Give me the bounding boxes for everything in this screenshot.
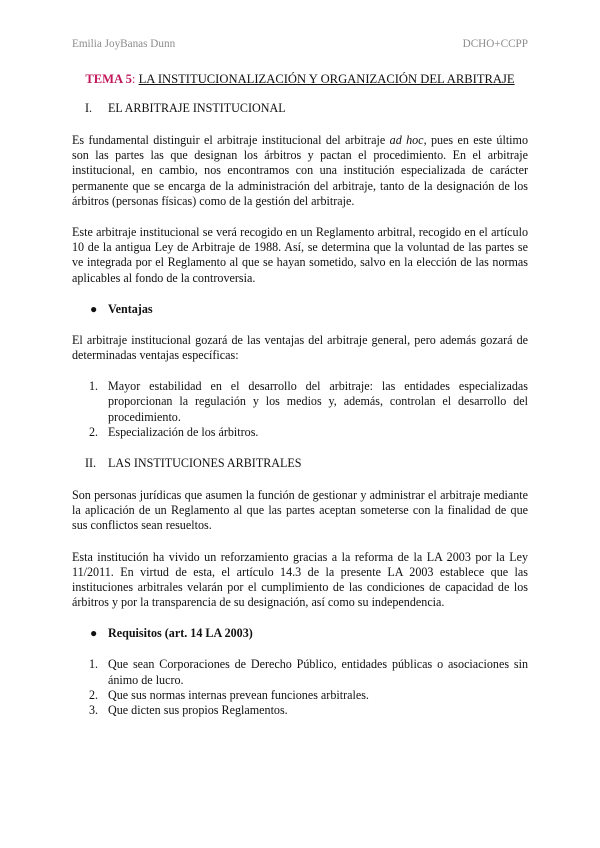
title-colon: :	[131, 72, 136, 86]
title-tema: TEMA 5	[85, 72, 132, 86]
header-course: DCHO+CCPP	[462, 38, 528, 50]
list-item	[72, 379, 528, 425]
bullet-heading-requisitos	[72, 626, 528, 641]
header-author: Emilia JoyBanas Dunn	[72, 38, 176, 50]
paragraph: Este arbitraje institucional se verá recogido en un Reglamento arbitral, recogido en el artículo 10 de la antigua Ley de Arbitraje de 1988. Así, se determina que la voluntad de las partes se ve integrada por el Reglamento al que se hayan sometido, salvo en la elección de las normas aplicables al fondo de la controversia.	[72, 225, 528, 285]
bullet-icon: ●	[90, 626, 98, 641]
section-heading-2	[72, 456, 528, 472]
list-text: Que sus normas internas prevean funciones arbitrales.	[108, 687, 369, 702]
paragraph-text: Es fundamental distinguir el arbitraje institucional del arbitraje	[72, 133, 390, 147]
list-item	[72, 425, 528, 440]
paragraph	[72, 133, 528, 209]
paragraph: El arbitraje institucional gozará de las ventajas del arbitraje general, pero además gozará de determinadas ventajas específicas:	[72, 332, 528, 363]
section-number: I.	[85, 101, 93, 115]
list-text: Que sean Corporaciones de Derecho Público, entidades públicas o asociaciones sin ánimo de lucro.	[108, 657, 528, 687]
page-header	[72, 38, 528, 52]
paragraph-text: , pues en este último son las partes las que designan los árbitros y pactan el procedimiento. En el arbitraje institucional, en cambio, nos encontramos con una institución especializada de carácter permanente que se encarga de la administración del arbitraje, tanto de la designación de los árbitros (personas físicas) como de la gestión del arbitraje.	[72, 133, 528, 208]
numbered-list-requisitos	[72, 657, 528, 718]
title-text: LA INSTITUCIONALIZACIÓN Y ORGANIZACIÓN DEL ARBITRAJE	[138, 72, 515, 86]
bullet-heading-ventajas	[72, 302, 528, 317]
list-number: 2.	[89, 687, 99, 702]
section-label: EL ARBITRAJE INSTITUCIONAL	[108, 101, 286, 115]
section-heading-1	[72, 101, 528, 117]
bullet-label: Ventajas	[108, 301, 153, 316]
paragraph: Son personas jurídicas que asumen la función de gestionar y administrar el arbitraje mediante la aplicación de un Reglamento al que las partes aceptan someterse con la finalidad de que sus conflictos sean resueltos.	[72, 488, 528, 533]
list-number: 2.	[89, 424, 99, 439]
list-item	[72, 703, 528, 718]
list-number: 1.	[89, 657, 99, 672]
bullet-label: Requisitos (art. 14 LA 2003)	[108, 626, 253, 641]
list-number: 3.	[89, 703, 99, 718]
numbered-list-ventajas	[72, 379, 528, 440]
list-item	[72, 657, 528, 687]
paragraph: Esta institución ha vivido un reforzamiento gracias a la reforma de la LA 2003 por la Ley 11/2011. En virtud de esta, el artículo 14.3 de la presente LA 2003 establece que las instituciones arbitrales velarán por el cumplimiento de las condiciones de capacidad de los árbitros y por la transparencia de su designación, así como su independencia.	[72, 549, 528, 610]
list-item	[72, 688, 528, 703]
list-text: Mayor estabilidad en el desarrollo del arbitraje: las entidades especializadas proporcionan la regulación y los medios y, además, controlan el desarrollo del procedimiento.	[108, 379, 528, 424]
list-number: 1.	[89, 379, 99, 394]
section-number: II.	[85, 456, 97, 471]
document-body	[72, 101, 528, 734]
section-label: LAS INSTITUCIONES ARBITRALES	[108, 456, 302, 471]
emphasis-ad-hoc: ad hoc	[389, 133, 424, 147]
list-text: Especialización de los árbitros.	[108, 424, 259, 439]
bullet-icon: ●	[90, 301, 98, 316]
page-title	[72, 71, 528, 87]
list-text: Que dicten sus propios Reglamentos.	[108, 703, 288, 718]
